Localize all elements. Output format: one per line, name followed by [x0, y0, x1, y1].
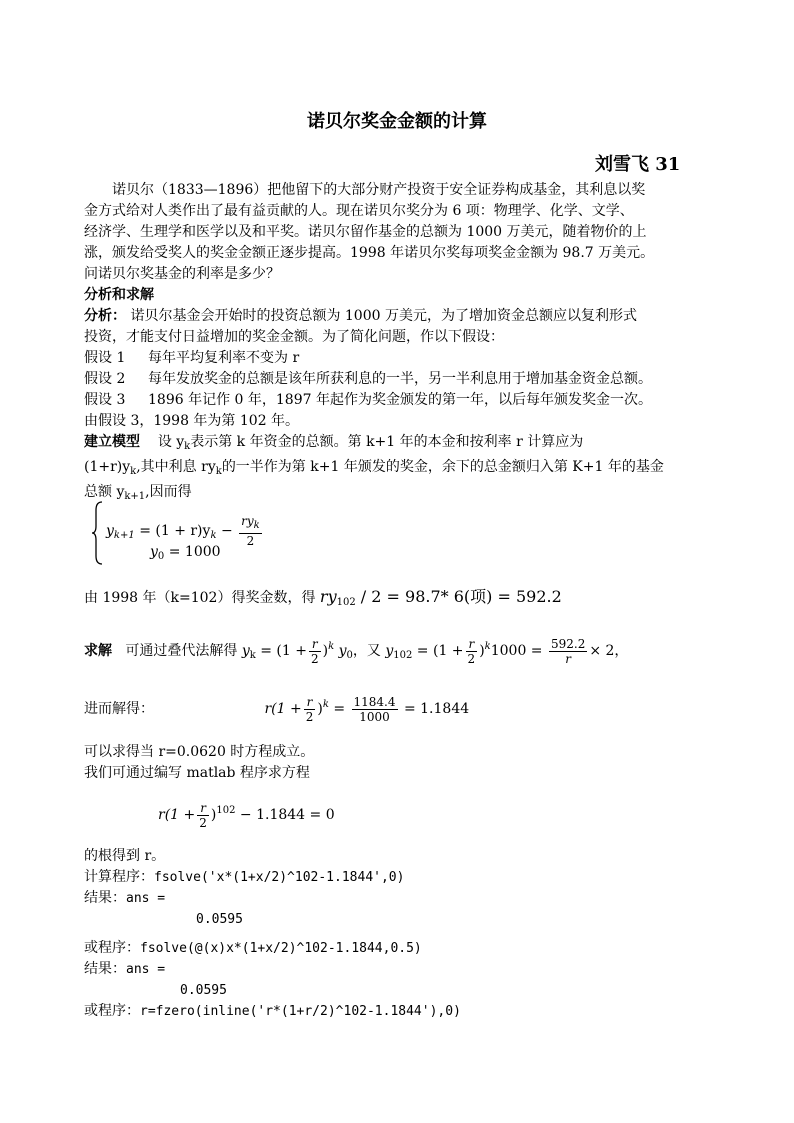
model-subscript: k — [130, 466, 137, 477]
frac-numerator: r — [304, 695, 316, 710]
eq-symbol: r(1 + — [264, 701, 302, 717]
award-value: / 2 = 98.7* 6(项) = 592.2 — [355, 587, 562, 606]
eq-superscript: k — [322, 699, 329, 710]
eq-subscript: k — [249, 650, 256, 661]
intro-line: 问诺贝尔奖基金的利率是多少？ — [84, 266, 280, 282]
frac-numerator: ry — [241, 514, 254, 528]
eq-superscript: k — [484, 641, 491, 652]
frac-denominator: 1000 — [359, 709, 390, 724]
model-text: (1+r)y — [84, 459, 131, 475]
analysis-text: 诺贝尔基金会开始时的投资总额为 1000 万美元，为了增加资金总额应以复利形式 — [130, 308, 637, 324]
program-code: fsolve(@(x)x*(1+x/2)^102-1.1844,0.5) — [140, 941, 422, 956]
fraction — [304, 695, 316, 724]
eq-symbol: r(1 + — [158, 807, 196, 823]
frac-denominator: r — [565, 651, 572, 666]
frac-denominator: 2 — [305, 709, 314, 724]
solve-text: ，又 — [352, 643, 381, 659]
eq-symbol: ) — [322, 643, 329, 659]
eq-symbol: = (1 + r)y — [139, 523, 211, 539]
program-label: 计算程序： — [84, 869, 154, 885]
model-text: 表示第 k 年资金的总额。第 k+1 年的本金和按利率 r 计算应为 — [190, 434, 584, 450]
recurrence-equation — [106, 514, 264, 548]
further-label: 进而解得： — [84, 701, 154, 717]
eq-subscript: k — [253, 520, 260, 531]
assumption-text: 1896 年记作 0 年，1897 年起作为奖金颁发的第一年，以后每年颁发奖金一次。 — [148, 392, 652, 408]
eq-subscript: k+1 — [113, 530, 135, 541]
model-text: ,因而得 — [145, 484, 192, 500]
eq-symbol: = (1 + — [255, 643, 307, 659]
model-subscript: k — [215, 466, 222, 477]
analysis-paragraph — [84, 306, 714, 348]
eq-symbol: y — [385, 643, 394, 659]
assumption-text: 每年平均复利率不变为 r — [148, 350, 300, 366]
eq-symbol: = 1.1844 — [403, 701, 470, 717]
frac-numerator: r — [197, 801, 209, 816]
frac-numerator: r — [466, 637, 478, 652]
fraction — [549, 637, 587, 666]
further-line — [84, 694, 724, 724]
eq-symbol: y — [241, 643, 250, 659]
code-section — [84, 867, 744, 1022]
eq-symbol: × 2， — [589, 643, 629, 659]
fraction — [239, 514, 262, 548]
program-code: r=fzero(inline('r*(1+r/2)^102-1.1844'),0) — [140, 1004, 461, 1019]
assumption-list — [84, 348, 744, 432]
award-subscript: 102 — [336, 597, 356, 608]
fraction — [466, 637, 478, 666]
assumption-note: 由假设 3，1998 年为第 102 年。 — [84, 413, 300, 429]
result-line: 可以求得当 r=0.0620 时方程成立。 — [84, 744, 315, 760]
model-paragraph — [84, 432, 724, 507]
frac-denominator: 2 — [467, 651, 476, 666]
eq-superscript: 102 — [216, 805, 236, 816]
eq-symbol: y — [106, 523, 114, 539]
section-heading: 分析和求解 — [84, 287, 154, 303]
award-text: 由 1998 年（k=102）得奖金数，得 — [84, 590, 320, 606]
intro-line: 经济学、生理学和医学以及和平奖。诺贝尔留作基金的总额为 1000 万美元，随着物价的上 — [84, 224, 647, 240]
solve-line — [84, 636, 724, 666]
eq-subscript: 102 — [393, 650, 413, 661]
fraction — [197, 801, 209, 830]
frac-denominator: 2 — [310, 651, 319, 666]
intro-paragraph — [84, 180, 714, 285]
fraction — [352, 695, 398, 724]
assumption-label: 假设 2 — [84, 371, 126, 387]
eq-symbol: 1000 = — [490, 643, 543, 659]
model-label: 建立模型 — [84, 434, 140, 450]
assumption-item — [84, 390, 744, 411]
matlab-line: 我们可通过编写 matlab 程序求方程 — [84, 765, 310, 781]
result-label: 结果： — [84, 961, 126, 977]
intro-line: 诺贝尔（1833—1896）把他留下的大部分财产投资于安全证券构成基金，其利息以奖 — [112, 182, 646, 198]
result-code: ans = — [126, 891, 166, 906]
eq-subscript: k — [210, 530, 217, 541]
model-subscript: k+1 — [124, 491, 146, 502]
eq-symbol: = 1000 — [168, 544, 221, 560]
eq-symbol: ) — [210, 807, 217, 823]
eq-symbol: ) — [479, 643, 485, 659]
fraction — [309, 637, 321, 666]
award-symbol: ry — [319, 587, 337, 606]
document-title: 诺贝尔奖金金额的计算 — [307, 111, 487, 132]
intro-line: 金方式给对人类作出了最有益贡献的人。现在诺贝尔奖分为 6 项：物理学、化学、文学、 — [84, 203, 634, 219]
root-line: 的根得到 r。 — [84, 848, 166, 864]
award-line — [84, 586, 714, 613]
eq-symbol: − 1.1844 = 0 — [235, 807, 335, 823]
analysis-text: 投资，才能支付日益增加的奖金金额。为了简化问题，作以下假设： — [84, 329, 504, 345]
model-text: 设 y — [157, 434, 185, 450]
eq-superscript: k — [328, 641, 335, 652]
result-value: 0.0595 — [196, 912, 243, 927]
assumption-text: 每年发放奖金的总额是该年所获利息的一半，另一半利息用于增加基金资金总额。 — [148, 371, 652, 387]
program-label: 或程序： — [84, 940, 140, 956]
assumption-label: 假设 1 — [84, 350, 126, 366]
assumption-item — [84, 348, 744, 369]
initial-condition — [150, 544, 221, 562]
final-equation — [158, 800, 788, 830]
assumption-label: 假设 3 — [84, 392, 126, 408]
eq-symbol: y — [334, 643, 347, 659]
result-code: ans = — [126, 962, 166, 977]
solve-label: 求解 — [84, 643, 112, 659]
eq-subscript: 0 — [346, 650, 353, 661]
intro-line: 涨，颁发给受奖人的奖金金额正逐步提高。1998 年诺贝尔奖每项奖金金额为 98.7 万美元。 — [84, 245, 655, 261]
model-subscript: k — [184, 441, 191, 452]
eq-symbol: = — [328, 701, 346, 717]
eq-symbol: = (1 + — [412, 643, 464, 659]
model-text: 总额 y — [84, 484, 125, 500]
frac-numerator: 592.2 — [550, 636, 586, 651]
result-value: 0.0595 — [180, 983, 227, 998]
solve-text: 可通过叠代法解得 — [125, 643, 238, 659]
eq-subscript: 0 — [157, 551, 165, 562]
eq-symbol: − — [220, 523, 233, 539]
left-brace-icon — [90, 500, 104, 566]
frac-numerator: 1184.4 — [353, 694, 396, 709]
frac-denominator: 2 — [199, 815, 207, 830]
document-author: 刘雪飞 31 — [595, 154, 681, 175]
frac-numerator: r — [309, 637, 321, 652]
frac-denominator: 2 — [246, 534, 255, 548]
model-text: ,其中利息 ry — [136, 459, 216, 475]
program-code: fsolve('x*(1+x/2)^102-1.1844',0) — [154, 870, 405, 885]
assumption-item — [84, 369, 744, 390]
eq-symbol: y — [150, 544, 158, 560]
model-text: 的一半作为第 k+1 年颁发的奖金，余下的总金额归入第 K+1 年的基金 — [221, 459, 664, 475]
program-label: 或程序： — [84, 1003, 140, 1019]
analysis-label: 分析： — [84, 308, 126, 324]
result-label: 结果： — [84, 890, 126, 906]
recurrence-system — [90, 500, 290, 566]
eq-symbol: ) — [317, 701, 323, 717]
